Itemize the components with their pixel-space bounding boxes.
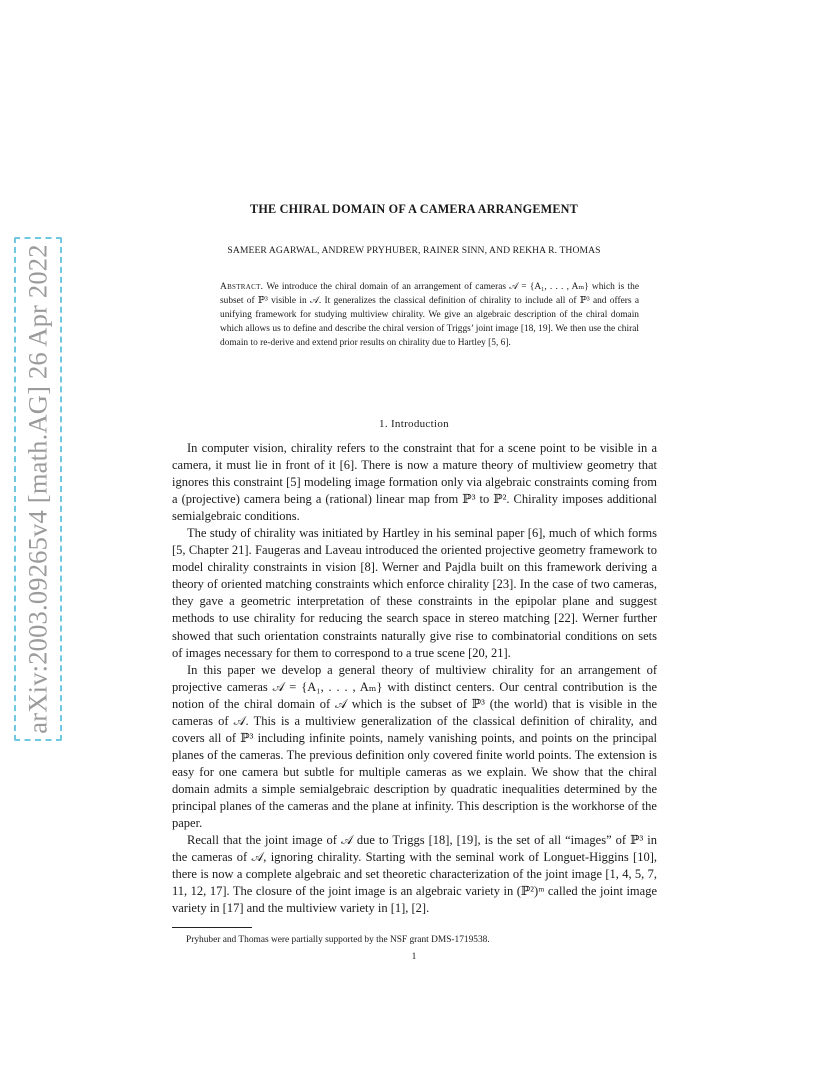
- footnote: Pryhuber and Thomas were partially supported by the NSF grant DMS-1719538.: [186, 935, 490, 945]
- abstract: [220, 281, 639, 351]
- arxiv-stamp: [14, 237, 62, 741]
- paragraph: Recall that the joint image of 𝒜 due to Triggs [18], [19], is the set of all “images” of ℙ³ in the cameras of 𝒜, ignoring chirality. Starting with the seminal work of Longuet-Higgins [10], there is now a complete algebraic and set theoretic characterization of the joint image [1, 4, 5, 7, 11, 12, 17]. The closure of the joint image is an algebraic variety in (ℙ²)ᵐ called the joint image variety in [17] and the multiview variety in [1], [2].: [172, 833, 657, 916]
- arxiv-stamp-text: arXiv:2003.09265v4 [math.AG] 26 Apr 2022: [22, 244, 53, 734]
- abstract-text: We introduce the chiral domain of an arrangement of cameras 𝒜 = {A₁, . . . , Aₘ} which is the subset of ℙ³ visible in 𝒜. It generalizes the classical definition of chirality to include all of ℙ³ and offers a unifying framework for studying multiview chirality. We give an algebraic description of the chiral domain which allows us to define and describe the chiral version of Triggs’ joint image [18, 19]. We then use the chiral domain to re-derive and extend prior results on chirality due to Hartley [5, 6].: [220, 282, 639, 348]
- section-heading: 1. Introduction: [379, 418, 449, 430]
- paragraph: In computer vision, chirality refers to the constraint that for a scene point to be visible in a camera, it must lie in front of it [6]. There is now a mature theory of multiview geometry that ignores this constraint [5] modeling image formation only via algebraic constraints coming from a (projective) camera being a (rational) linear map from ℙ³ to ℙ². Chirality imposes additional semialgebraic conditions.: [172, 441, 657, 524]
- abstract-label: Abstract.: [220, 282, 264, 292]
- footnote-rule: [172, 927, 252, 928]
- paper-title: THE CHIRAL DOMAIN OF A CAMERA ARRANGEMENT: [249, 202, 579, 216]
- author-list: SAMEER AGARWAL, ANDREW PRYHUBER, RAINER SINN, AND REKHA R. THOMAS: [227, 245, 601, 256]
- page-number: 1: [411, 952, 417, 962]
- paragraph: The study of chirality was initiated by Hartley in his seminal paper [6], much of which forms [5, Chapter 21]. Faugeras and Laveau introduced the oriented projective geometry framework to model chirality constraints in vision [8]. Werner and Pajdla built on this framework deriving a theory of oriented matching constraints which enforce chirality [23]. In the case of two cameras, they gave a geometric interpretation of these constraints in the epipolar plane and suggest methods to use chirality for reducing the search space in stereo matching [22]. Werner further showed that such orientation constraints naturally give rise to combinatorial conditions on sets of images necessary for them to correspond to a true scene [20, 21].: [172, 526, 657, 660]
- paragraph: In this paper we develop a general theory of multiview chirality for an arrangement of projective cameras 𝒜 = {A₁, . . . , Aₘ} with distinct centers. Our central contribution is the notion of the chiral domain of 𝒜 which is the subset of ℙ³ (the world) that is visible in the cameras of 𝒜. This is a multiview generalization of the classical definition of chirality, and covers all of ℙ³ including infinite points, namely vanishing points, and points on the principal planes of the cameras. The previous definition only covered finite world points. The extension is easy for one camera but subtle for multiple cameras as we explain. We show that the chiral domain admits a simple semialgebraic description by quadratic inequalities determined by the principal planes of the cameras and the plane at infinity. This description is the workhorse of the paper.: [172, 662, 657, 831]
- body-text: [172, 440, 657, 917]
